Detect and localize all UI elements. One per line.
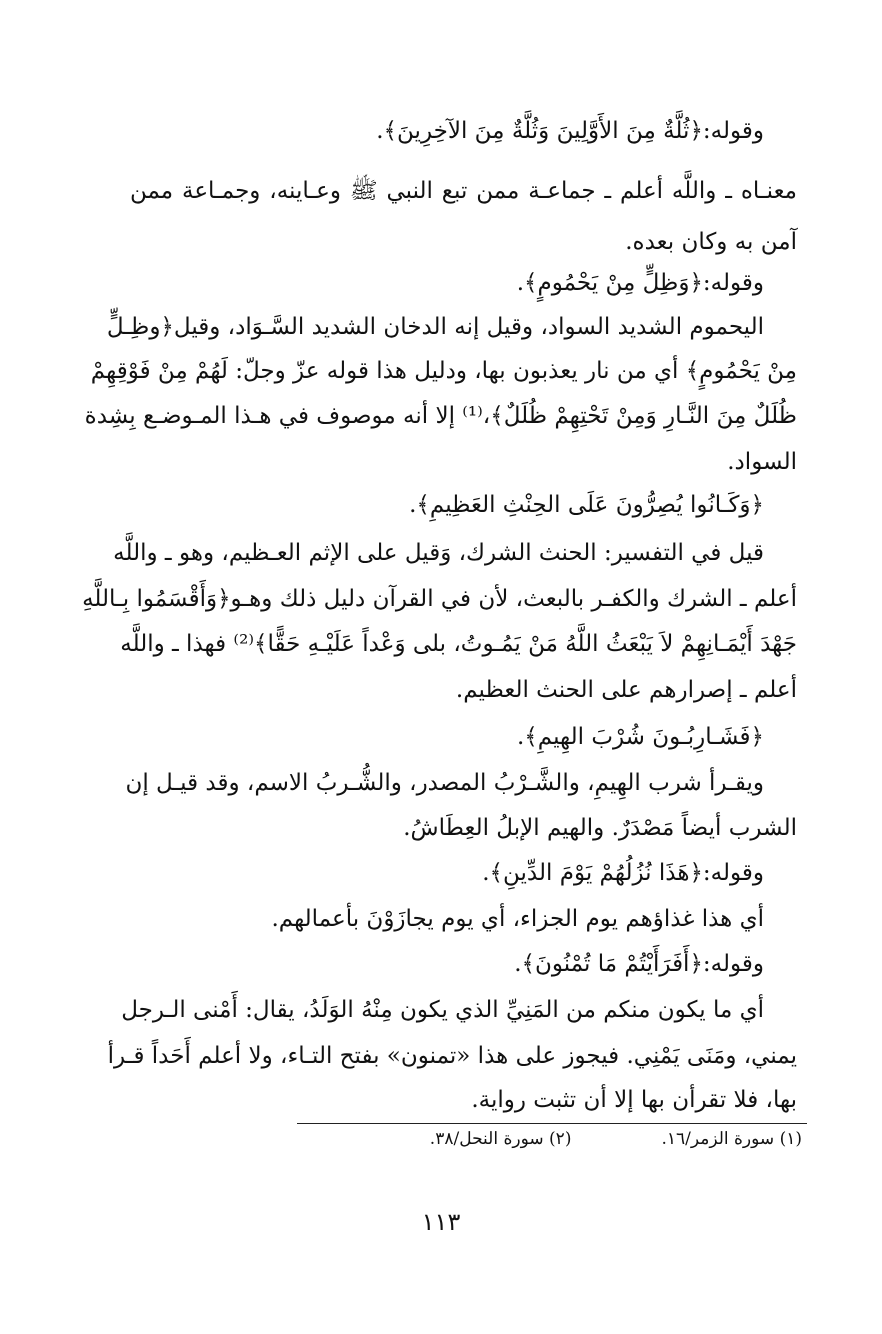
text-line: وقوله:﴿وَظِلٍّ مِنْ يَحْمُومٍ﴾. [516, 270, 764, 296]
text-line: ﴿فَشَـارِبُـونَ شُرْبَ الهِيمِ﴾. [516, 724, 764, 750]
text-line: مِنْ يَحْمُومٍ﴾ أي من نار يعذبون بها، ودليل هذا قوله عزّ وجلّ: لَهُمْ مِنْ فَوْقِهِمْ [90, 358, 797, 384]
text-line: ظُلَلٌ مِنَ النَّـارِ وَمِنْ تَحْتِهِمْ ظُلَلٌ﴾،⁽¹⁾ إلا أنه موصوف في هـذا المـوضـع بِشِدة [84, 403, 797, 429]
text-line: جَهْدَ أَيْمَـانِهِمْ لاَ يَبْعَثُ اللَّهُ مَنْ يَمُـوتُ، بلى وَعْداً عَلَيْـهِ حَقًّا﴾⁽²⁾ فهذا ـ واللَّه [120, 631, 797, 657]
footnotes [282, 1127, 802, 1151]
text-line: قيل في التفسير: الحنث الشرك، وَقيل على الإثم العـظيم، وهو ـ واللَّه [113, 540, 764, 566]
text-line: معنـاه ـ واللَّه أعلم ـ جماعـة ممن تبع النبي ﷺ وعـاينه، وجمـاعة ممن [130, 178, 797, 204]
footnote-divider [297, 1123, 807, 1124]
text-line: يمني، ومَنَى يَمْنِي. فيجوز على هذا «تمنون» بفتح التـاء، ولا أعلم أَحَداً قـرأ [107, 1043, 797, 1069]
text-line: أعلم ـ الشرك والكفـر بالبعث، لأن في القرآن دليل ذلك وهـو﴿وَأَقْسَمُوا بِـاللَّهِ [82, 586, 797, 612]
text-line: اليحموم الشديد السواد، وقيل إنه الدخان الشديد السَّـوَاد، وقيل﴿وظِـلٍّ [106, 314, 764, 340]
page-number: ١١٣ [421, 1208, 461, 1236]
text-line: أعلم ـ إصرارهم على الحنث العظيم. [455, 677, 797, 703]
footnote-1: (١) سورة الزمر/١٦. [661, 1129, 802, 1149]
text-line: وقوله:﴿ثُلَّةٌ مِنَ الأَوَّلِينَ وَثُلَّةٌ مِنَ الآخِرِينَ﴾. [376, 118, 764, 144]
text-line: الشرب أيضاً مَصْدَرٌ. والهيم الإبلُ العِطَاشُ. [403, 815, 797, 841]
text-line: أي هذا غذاؤهم يوم الجزاء، أي يوم يجازَوْنَ بأعمالهم. [271, 906, 764, 932]
text-line: السواد. [727, 449, 797, 475]
text-line: وقوله:﴿هَذَا نُزُلُهُمْ يَوْمَ الدِّينِ﴾. [482, 860, 764, 886]
text-line: بها، فلا تقرأن بها إلا أن تثبت رواية. [471, 1087, 797, 1113]
text-line: أي ما يكون منكم من المَنِيِّ الذي يكون مِنْهُ الوَلَدُ، يقال: أَمْنى الـرجل [121, 997, 764, 1023]
text-line: ﴿وَكَـانُوا يُصِرُّونَ عَلَى الحِنْثِ العَظِيمِ﴾. [409, 492, 764, 518]
text-line: آمن به وكان بعده. [625, 229, 797, 255]
footnote-2: (٢) سورة النحل/٣٨. [429, 1129, 572, 1149]
text-line: ويقـرأ شرب الهِيمِ، والشَّـرْبُ المصدر، والشُّـربُ الاسم، وقد قيـل إن [125, 770, 764, 796]
text-line: وقوله:﴿أَفَرَأَيْتُمْ مَا تُمْنُونَ﴾. [514, 951, 764, 977]
